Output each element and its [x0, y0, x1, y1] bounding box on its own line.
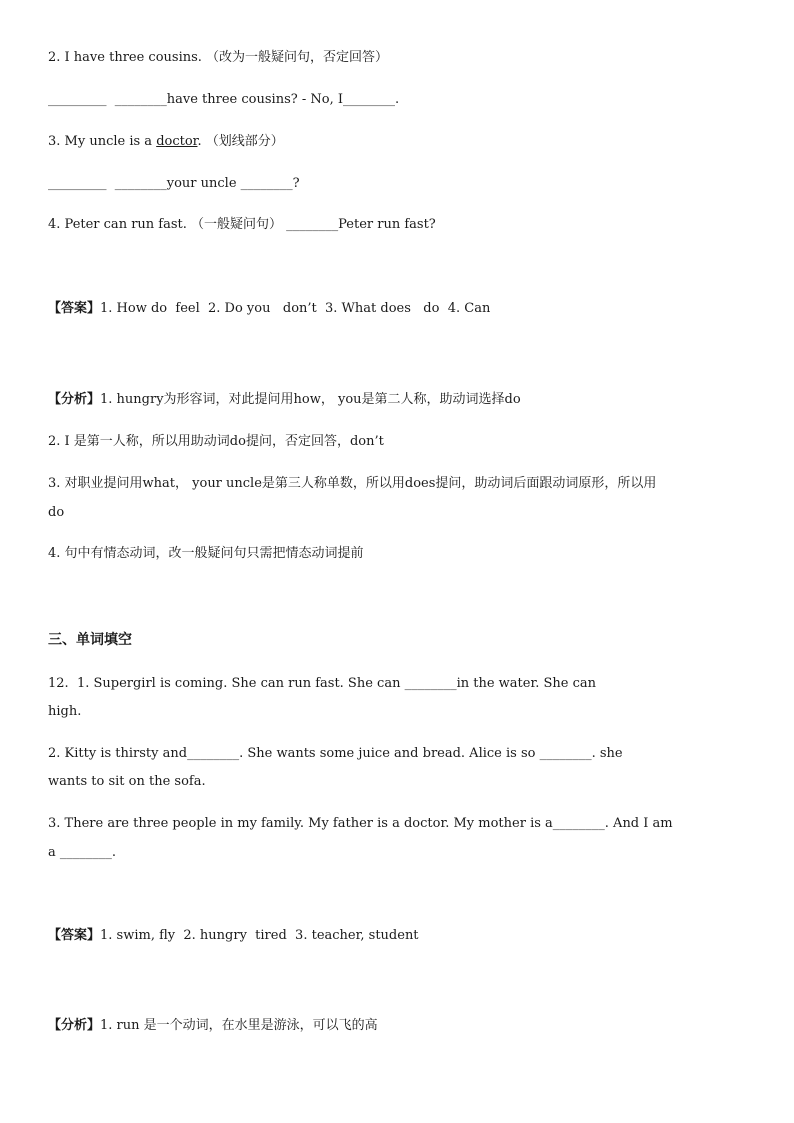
analysis-line-4: 4. 句中有情态动词，改一般疑问句只需把情态动词提前	[48, 546, 364, 561]
analysis-line-5	[48, 1017, 746, 1035]
section-heading: 三、单词填空	[48, 632, 132, 648]
answer-line-2	[48, 927, 746, 945]
answer-line-1	[48, 300, 746, 318]
question-2b-line-1: 2. Kitty is thirsty and________. She wants some juice and bread. Alice is so ________. she	[48, 746, 623, 761]
analysis-line-1	[48, 391, 746, 409]
analysis-line-3: 3. 对职业提问用what， your uncle是第三人称单数，所以用does提问，助动词后面跟动词原形，所以用	[48, 476, 657, 491]
question-3b-line-2: a ________.	[48, 845, 117, 860]
question-12-line-1: 12. 1. Supergirl is coming. She can run fast. She can ________in the water. She can	[48, 676, 597, 691]
question-2-blanks: _________ ________have three cousins? - No, I________.	[48, 92, 400, 107]
question-3-suffix: . （划线部分）	[197, 134, 284, 149]
question-2b-line-2: wants to sit on the sofa.	[48, 774, 206, 789]
question-3-blanks: _________ ________your uncle ________?	[48, 176, 300, 191]
answer-text: 1. How do feel 2. Do you don’t 3. What does do 4. Can	[100, 301, 491, 316]
analysis-tag: 【分析】	[48, 392, 101, 407]
analysis-tag: 【分析】	[48, 1018, 101, 1033]
analysis-line-3b: do	[48, 505, 65, 520]
answer-tag: 【答案】	[48, 301, 101, 316]
question-4: 4. Peter can run fast. （一般疑问句） ________Peter run fast?	[48, 217, 436, 232]
underlined-word: doctor	[156, 134, 198, 149]
answer-text: 1. swim, fly 2. hungry tired 3. teacher, student	[100, 928, 419, 943]
question-12-line-2: high.	[48, 704, 82, 719]
question-3	[48, 133, 746, 151]
question-2: 2. I have three cousins. （改为一般疑问句，否定回答）	[48, 50, 389, 65]
question-3-prefix: 3. My uncle is a	[48, 134, 157, 149]
question-3b-line-1: 3. There are three people in my family. My father is a doctor. My mother is a________. And I am	[48, 816, 673, 831]
analysis-text-1: 1. hungry为形容词，对此提问用how， you是第二人称，助动词选择do	[100, 392, 521, 407]
answer-tag: 【答案】	[48, 928, 101, 943]
analysis-line-2: 2. I 是第一人称，所以用助动词do提问，否定回答，don’t	[48, 434, 384, 449]
analysis-text-5: 1. run 是一个动词，在水里是游泳，可以飞的高	[100, 1018, 378, 1033]
